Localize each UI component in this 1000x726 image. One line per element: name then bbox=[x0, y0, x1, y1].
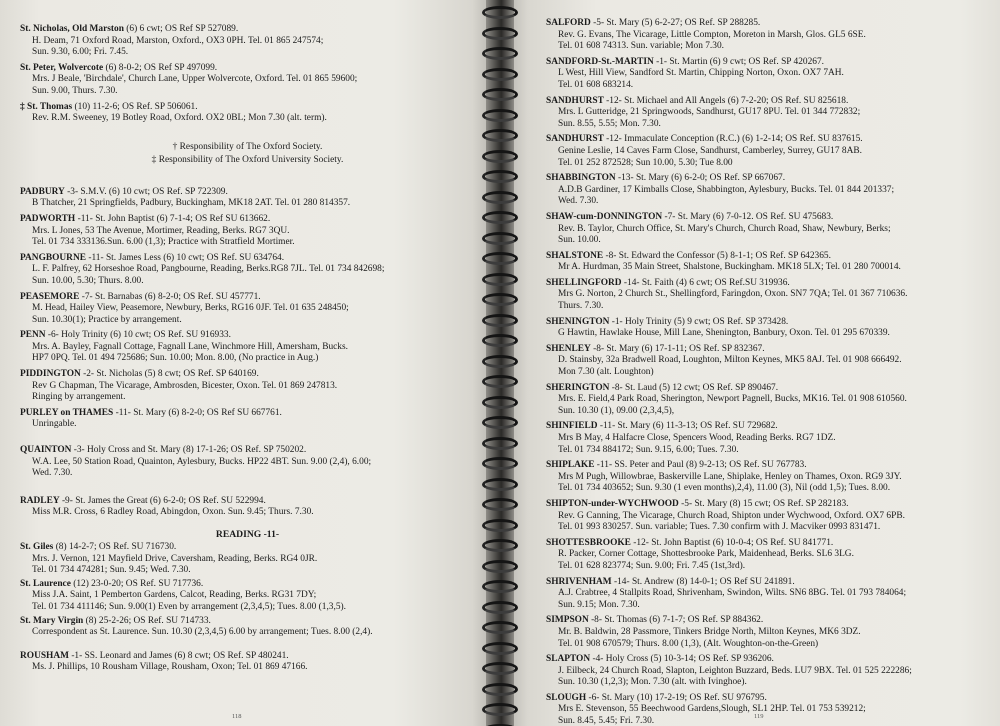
entry-heading bbox=[20, 63, 475, 75]
entry-detail-line: Miss M.R. Cross, 6 Radley Road, Abingdon, Oxon. Sun. 9.45; Thurs. 7.30. bbox=[32, 507, 314, 518]
entry-name: PADBURY bbox=[20, 186, 65, 197]
binding-ring bbox=[482, 437, 518, 450]
entry-detail-line: Sun. 9.30, 6.00; Fri. 7.45. bbox=[32, 47, 129, 58]
entry-info: (6) 6 cwt; OS Ref SP 527089. bbox=[126, 24, 239, 34]
entry-info: -6- St. Mary (10) 17-2-19; OS Ref. SU 976795. bbox=[588, 692, 767, 703]
entry-info: -8- St. Thomas (6) 7-1-7; OS Ref. SP 884362. bbox=[591, 615, 764, 626]
entry-name: QUAINTON bbox=[20, 445, 72, 456]
binding-ring bbox=[482, 478, 518, 491]
directory-entry bbox=[20, 253, 475, 288]
entry-info: -11- St. Mary (6) 8-2-0; OS Ref SU 667761. bbox=[115, 407, 282, 418]
entry-name: St. Laurence bbox=[20, 578, 71, 589]
binding-ring bbox=[482, 662, 518, 675]
entry-name: PADWORTH bbox=[20, 213, 76, 224]
entry-detail-line: Mrs. J. Vernon, 121 Mayfield Drive, Caversham, Reading, Berks. RG4 0JR. bbox=[32, 553, 318, 564]
directory-entry bbox=[546, 460, 996, 495]
entry-info: -1- SS. Leonard and James (6) 8 cwt; OS Ref. SP 480241. bbox=[71, 650, 289, 661]
entry-detail-line: Tel. 01 608 74313. Sun. variable; Mon 7.30. bbox=[558, 41, 724, 52]
binding-ring bbox=[482, 211, 518, 224]
right-page-number: 119 bbox=[754, 713, 764, 720]
entry-detail-line: Tel. 01 734 474281; Sun. 9.45; Wed. 7.30. bbox=[32, 565, 191, 576]
entry-name: PURLEY on THAMES bbox=[20, 407, 114, 418]
entry-name: SIMPSON bbox=[546, 615, 589, 626]
spacer bbox=[20, 641, 475, 651]
entry-name: SANDHURST bbox=[546, 134, 604, 145]
spacer bbox=[20, 484, 475, 496]
entry-detail-line: Mrs E. Stevenson, 55 Beechwood Gardens,Slough, SL1 2HP. Tel. 01 753 539212; bbox=[558, 704, 866, 715]
entry-info: (10) 11-2-6; OS Ref. SP 506061. bbox=[74, 101, 198, 112]
entry-detail-line: Mrs G. Norton, 2 Church St., Shellingford, Faringdon, Oxon. SN7 7QA; Tel. 01 367 710636. bbox=[558, 289, 908, 300]
directory-entry bbox=[546, 615, 996, 650]
binding-ring bbox=[482, 498, 518, 511]
binding-ring bbox=[482, 293, 518, 306]
directory-entry bbox=[20, 330, 475, 365]
entry-detail-line: Tel. 01 628 823774; Sun. 9.00; Fri. 7.45 (1st,3rd). bbox=[558, 560, 746, 571]
entry-info: -1- Holy Trinity (5) 9 cwt; OS Ref. SP 373428. bbox=[611, 316, 789, 327]
entry-heading bbox=[546, 212, 996, 224]
entry-detail-line: Miss J.A. Saint, 1 Pemberton Gardens, Calcot, Reading, Berks. RG31 7DY; bbox=[32, 590, 317, 601]
entry-heading bbox=[20, 102, 475, 114]
entry-detail-line: A.J. Crabtree, 4 Stallpits Road, Shrivenham, Swindon, Wilts. SN6 8BG. Tel. 01 793 784064; bbox=[558, 588, 907, 599]
entry-heading bbox=[546, 18, 996, 30]
binding-ring bbox=[482, 191, 518, 204]
entry-name: ROUSHAM bbox=[20, 650, 69, 661]
entry-info: -7- St. Barnabas (6) 8-2-0; OS Ref. SU 457771. bbox=[81, 291, 261, 302]
entry-detail-line: Tel. 01 734 411146; Sun. 9.00(1) Even by arrangement (2,3,4,5); Tues. 8.00 (1,3,5). bbox=[32, 601, 346, 612]
entry-info: -8- St. Mary (6) 17-1-11; OS Ref. SP 832367. bbox=[593, 343, 765, 354]
directory-entry bbox=[20, 445, 475, 480]
binding-ring bbox=[482, 560, 518, 573]
entry-heading bbox=[20, 616, 475, 628]
directory-entry bbox=[546, 278, 996, 313]
entry-heading bbox=[20, 651, 475, 663]
entry-name: St. Giles bbox=[20, 542, 54, 552]
binding-ring bbox=[482, 416, 518, 429]
binding-ring bbox=[482, 27, 518, 40]
entry-heading bbox=[546, 278, 996, 290]
entry-name: SHRIVENHAM bbox=[546, 576, 612, 587]
entry-name: RADLEY bbox=[20, 495, 60, 506]
entry-heading bbox=[20, 187, 475, 199]
entry-detail-line: Tel. 01 993 830257. Sun. variable; Tues. 7.30 confirm with J. Macviker 0993 831471. bbox=[558, 522, 881, 533]
entry-heading bbox=[546, 57, 996, 69]
entry-detail-line: Mrs M Pugh, Willowbrae, Baskerville Lane, Shiplake, Henley on Thames, Oxon. RG9 3JY. bbox=[558, 471, 902, 482]
binding-ring bbox=[482, 150, 518, 163]
directory-entry bbox=[20, 369, 475, 404]
entry-detail-line: Mr. B. Baldwin, 28 Passmore, Tinkers Bridge North, Milton Keynes, MK6 3DZ. bbox=[558, 626, 861, 637]
entry-heading bbox=[20, 542, 475, 554]
entry-detail-line: M. Head, Hailey View, Peasemore, Newbury, Berks, RG16 0JF. Tel. 01 635 248450; bbox=[32, 303, 349, 314]
left-page bbox=[0, 0, 492, 726]
entry-name: ‡ St. Thomas bbox=[20, 101, 73, 112]
entry-heading bbox=[546, 96, 996, 108]
binding-ring bbox=[482, 457, 518, 470]
binding-ring bbox=[482, 47, 518, 60]
entry-detail-line: Unringable. bbox=[32, 419, 77, 430]
binding-ring bbox=[482, 6, 518, 19]
entry-heading bbox=[546, 134, 996, 146]
entry-heading bbox=[20, 292, 475, 304]
entry-detail-line: B Thatcher, 21 Springfields, Padbury, Buckingham, MK18 2AT. Tel. 01 280 814357. bbox=[32, 198, 351, 209]
directory-entry bbox=[546, 134, 996, 169]
directory-entry bbox=[546, 383, 996, 418]
entry-detail-line: Tel. 01 608 683214. bbox=[558, 79, 634, 90]
entry-name: SLOUGH bbox=[546, 692, 587, 703]
spiral-binding bbox=[476, 0, 524, 726]
entry-info: -14- St. Andrew (8) 14-0-1; OS Ref SU 241891. bbox=[613, 576, 795, 587]
binding-ring bbox=[482, 396, 518, 409]
entry-detail-line: Mrs. A. Bayley, Fagnall Cottage, Fagnall Lane, Winchmore Hill, Amersham, Bucks. bbox=[32, 341, 348, 352]
entry-detail-line: Sun. 10.00. bbox=[558, 235, 601, 246]
entry-heading bbox=[546, 460, 996, 472]
entry-name: SHIPLAKE bbox=[546, 460, 595, 471]
entry-info: -8- St. Laud (5) 12 cwt; OS Ref. SP 890467. bbox=[611, 382, 779, 393]
entry-detail-line: Tel. 01 734 884172; Sun. 9.15, 6.00; Tues. 7.30. bbox=[558, 444, 739, 455]
directory-entry bbox=[546, 693, 996, 726]
entry-detail-line: W.A. Lee, 50 Station Road, Quainton, Aylesbury, Bucks. HP22 4BT. Sun. 9.00 (2,4), 6.00; bbox=[32, 456, 372, 467]
entry-heading bbox=[20, 408, 475, 420]
entry-name: SHENINGTON bbox=[546, 316, 610, 327]
entry-detail-line: Ringing by arrangement. bbox=[32, 392, 126, 403]
spacer bbox=[20, 173, 475, 187]
binding-ring bbox=[482, 88, 518, 101]
binding-ring bbox=[482, 273, 518, 286]
entry-detail-line: Tel. 01 908 670579; Thurs. 8.00 (1,3), (Alt. Woughton-on-the-Green) bbox=[558, 638, 819, 649]
directory-entry bbox=[20, 102, 475, 125]
entry-name: SANDFORD-St.-MARTIN bbox=[546, 56, 654, 67]
entry-detail-line: Sun. 8.45, 5.45; Fri. 7.30. bbox=[558, 716, 655, 726]
binding-ring bbox=[482, 642, 518, 655]
directory-entry bbox=[546, 421, 996, 456]
binding-ring bbox=[482, 703, 518, 716]
binding-ring bbox=[482, 355, 518, 368]
entry-detail-line: Genine Leslie, 14 Caves Farm Close, Sandhurst, Camberley, Surrey, GU17 8AB. bbox=[558, 145, 862, 156]
entry-info: (6) 8-0-2; OS Ref SP 497099. bbox=[105, 62, 218, 73]
entry-info: -7- St. Mary (6) 7-0-12. OS Ref. SU 475683. bbox=[664, 211, 834, 222]
entry-info: -4- Holy Cross (5) 10-3-14; OS Ref. SP 936206. bbox=[592, 654, 774, 665]
directory-entry bbox=[20, 24, 475, 59]
entry-info: (8) 25-2-26; OS Ref. SU 714733. bbox=[85, 615, 211, 626]
entry-detail-line: Rev. R.M. Sweeney, 19 Botley Road, Oxford. OX2 0BL; Mon 7.30 (alt. term). bbox=[32, 113, 327, 124]
entry-detail-line: Rev G Chapman, The Vicarage, Ambrosden, Bicester, Oxon. Tel. 01 869 247813. bbox=[32, 380, 338, 391]
footnote: † Responsibility of The Oxford Society. bbox=[172, 141, 323, 152]
binding-ring bbox=[482, 68, 518, 81]
entry-heading bbox=[546, 538, 996, 550]
entry-info: -1- St. Martin (6) 9 cwt; OS Ref. SP 420267. bbox=[656, 56, 824, 67]
entry-name: SHENLEY bbox=[546, 343, 591, 354]
entry-detail-line: G Hawtin, Hawlake House, Mill Lane, Shenington, Banbury, Oxon. Tel. 01 295 670339. bbox=[558, 328, 890, 339]
left-page-number: 118 bbox=[232, 713, 242, 720]
entry-name: SHAW-cum-DONNINGTON bbox=[546, 211, 663, 222]
entry-info: -8- St. Edward the Confessor (5) 8-1-1; OS Ref. SP 642365. bbox=[605, 250, 831, 261]
binding-ring bbox=[482, 519, 518, 532]
directory-entry bbox=[20, 616, 475, 639]
entry-detail-line: Mrs. J Beale, 'Birchdale', Church Lane, Upper Wolvercote, Oxford. Tel. 01 865 59600; bbox=[32, 74, 358, 85]
entry-detail-line: Correspondent as St. Laurence. Sun. 10.30 (2,3,4,5) 6.00 by arrangement; Tues. 8.00 (2,4). bbox=[32, 627, 373, 638]
entry-detail-line: HP7 0PQ. Tel. 01 494 725686; Sun. 10.00; Mon. 8.00, (No practice in Aug.) bbox=[32, 353, 319, 364]
entry-heading bbox=[20, 24, 475, 36]
entry-heading bbox=[546, 654, 996, 666]
entry-info: -5- St. Mary (5) 6-2-27; OS Ref. SP 288285. bbox=[593, 18, 761, 28]
entry-name: SANDHURST bbox=[546, 95, 604, 106]
entry-info: -12- St. John Baptist (6) 10-0-4; OS Ref. SU 841771. bbox=[633, 537, 834, 548]
entry-name: SLAPTON bbox=[546, 654, 591, 665]
entry-detail-line: Rev. B. Taylor, Church Office, St. Mary's Church, Church Road, Shaw, Newbury, Berks; bbox=[558, 223, 891, 234]
entry-heading bbox=[20, 330, 475, 342]
binding-ring bbox=[482, 252, 518, 265]
binding-ring bbox=[482, 109, 518, 122]
entry-heading bbox=[20, 579, 475, 591]
entry-info: -12- Immaculate Conception (R.C.) (6) 1-2-14; OS Ref. SU 837615. bbox=[606, 134, 863, 145]
entry-info: -11- SS. Peter and Paul (8) 9-2-13; OS Ref. SU 767783. bbox=[596, 460, 807, 471]
directory-entry bbox=[546, 499, 996, 534]
directory-entry bbox=[20, 496, 475, 519]
footnote: ‡ Responsibility of The Oxford University Society. bbox=[151, 154, 344, 165]
entry-heading bbox=[20, 369, 475, 381]
entry-detail-line: Wed. 7.30. bbox=[32, 468, 73, 479]
directory-entry bbox=[20, 408, 475, 431]
entry-name: PEASEMORE bbox=[20, 291, 80, 302]
entry-detail-line: Mrs. L Gutteridge, 21 Springwoods, Sandhurst, GU17 8PU. Tel. 01 344 772832; bbox=[558, 107, 861, 118]
binding-ring bbox=[482, 170, 518, 183]
entry-heading bbox=[546, 251, 996, 263]
entry-detail-line: Tel. 01 734 333136.Sun. 6.00 (1,3); Practice with Stratfield Mortimer. bbox=[32, 237, 295, 248]
entry-name: SHOTTESBROOKE bbox=[546, 537, 631, 548]
entry-info: -3- S.M.V. (6) 10 cwt; OS Ref. SP 722309. bbox=[67, 186, 228, 197]
entry-info: (12) 23-0-20; OS Ref. SU 717736. bbox=[73, 578, 204, 589]
entry-name: PIDDINGTON bbox=[20, 369, 81, 380]
entry-detail-line: Mon 7.30 (alt. Loughton) bbox=[558, 367, 654, 378]
directory-entry bbox=[20, 292, 475, 327]
entry-info: -11- St. Mary (6) 11-3-13; OS Ref. SU 729682. bbox=[599, 421, 778, 432]
entry-info: -12- St. Michael and All Angels (6) 7-2-20; OS Ref. SU 825618. bbox=[606, 95, 849, 106]
binding-ring bbox=[482, 539, 518, 552]
entry-detail-line: Mrs. E. Field,4 Park Road, Sherington, Newport Pagnell, Bucks, MK16. Tel. 01 908 610560. bbox=[558, 394, 907, 405]
entry-detail-line: A.D.B Gardiner, 17 Kimballs Close, Shabbington, Aylesbury, Bucks. Tel. 01 844 201337; bbox=[558, 184, 895, 195]
entry-heading bbox=[20, 214, 475, 226]
entry-detail-line: Sun. 9.00, Thurs. 7.30. bbox=[32, 85, 118, 96]
entry-detail-line: Sun. 10.00, 5.30; Thurs. 8.00. bbox=[32, 275, 144, 286]
entry-detail-line: Sun. 10.30 (1,2,3); Mon. 7.30 (alt. with Ivinghoe). bbox=[558, 677, 747, 688]
entry-name: SHALSTONE bbox=[546, 250, 604, 261]
spacer bbox=[20, 129, 475, 137]
spacer bbox=[20, 435, 475, 445]
entry-name: St. Mary Virgin bbox=[20, 615, 84, 626]
entry-detail-line: Thurs. 7.30. bbox=[558, 301, 604, 312]
entry-name: PANGBOURNE bbox=[20, 252, 86, 263]
binding-ring bbox=[482, 375, 518, 388]
directory-entry bbox=[20, 542, 475, 577]
directory-entry bbox=[546, 577, 996, 612]
directory-entry bbox=[546, 538, 996, 573]
directory-entry bbox=[546, 654, 996, 689]
footnotes bbox=[20, 141, 475, 167]
binding-ring bbox=[482, 314, 518, 327]
entry-info: -11- St. John Baptist (6) 7-1-4; OS Ref SU 613662. bbox=[77, 213, 271, 224]
entry-heading bbox=[546, 693, 996, 705]
entry-info: -3- Holy Cross and St. Mary (8) 17-1-26; OS Ref. SP 750202. bbox=[73, 445, 307, 456]
directory-entry bbox=[546, 317, 996, 340]
entry-detail-line: D. Stainsby, 32a Bradwell Road, Loughton, Milton Keynes, MK5 8AJ. Tel. 01 908 666492. bbox=[558, 355, 902, 366]
entry-name: SHINFIELD bbox=[546, 421, 598, 432]
entry-heading bbox=[20, 496, 475, 508]
entry-name: St. Nicholas, Old Marston bbox=[20, 24, 124, 34]
entry-name: SHELLINGFORD bbox=[546, 277, 622, 288]
entry-detail-line: Sun. 8.55, 5.55; Mon. 7.30. bbox=[558, 118, 661, 129]
entry-detail-line: Rev. G. Evans, The Vicarage, Little Compton, Moreton in Marsh, Glos. GL5 6SE. bbox=[558, 29, 866, 40]
entry-info: -6- Holy Trinity (6) 10 cwt; OS Ref. SU 916933. bbox=[47, 330, 231, 341]
entry-info: -13- St. Mary (6) 6-2-0; OS Ref. SP 667067. bbox=[617, 173, 786, 184]
entry-detail-line: Wed. 7.30. bbox=[558, 196, 599, 207]
binding-ring bbox=[482, 621, 518, 634]
entry-name: PENN bbox=[20, 330, 46, 341]
entry-detail-line: L. F. Palfrey, 62 Horseshoe Road, Pangbourne, Reading, Berks.RG8 7JL. Tel. 01 734 842698; bbox=[32, 264, 385, 275]
entry-detail-line: H. Deam, 71 Oxford Road, Marston, Oxford., OX3 0PH. Tel. 01 865 247574; bbox=[32, 35, 324, 46]
binding-ring bbox=[482, 129, 518, 142]
entry-info: -11- St. James Less (6) 10 cwt; OS Ref. SU 634764. bbox=[88, 252, 285, 263]
directory-entry bbox=[546, 96, 996, 131]
entry-info: -14- St. Faith (4) 6 cwt; OS Ref.SU 319936. bbox=[623, 277, 790, 288]
entry-info: -5- St. Mary (8) 15 cwt; OS Ref. SP 282183. bbox=[681, 498, 849, 509]
entry-detail-line: Mr A. Hurdman, 35 Main Street, Shalstone, Buckingham. MK18 5LX; Tel. 01 280 700014. bbox=[558, 262, 901, 273]
entry-detail-line: Sun. 9.15; Mon. 7.30. bbox=[558, 599, 640, 610]
directory-entry bbox=[546, 173, 996, 208]
entry-name: SALFORD bbox=[546, 18, 591, 28]
directory-entry bbox=[546, 344, 996, 379]
directory-entry bbox=[546, 251, 996, 274]
reading-section-title: READING -11- bbox=[215, 529, 280, 540]
entry-heading bbox=[546, 317, 996, 329]
entry-detail-line: Sun. 10.30(1); Practice by arrangement. bbox=[32, 314, 182, 325]
binding-ring bbox=[482, 683, 518, 696]
entry-detail-line: Mrs B May, 4 Halfacre Close, Spencers Wood, Reading Berks. RG7 1DZ. bbox=[558, 433, 836, 443]
entry-detail-line: Tel. 01 734 403652; Sun. 9.30 (1 even months),2,4), 11.00 (3), Nil (odd 1,5); Tues. 8.00. bbox=[558, 483, 891, 494]
entry-detail-line: Ms. J. Phillips, 10 Rousham Village, Rousham, Oxon; Tel. 01 869 47166. bbox=[32, 662, 308, 673]
directory-entry bbox=[546, 212, 996, 247]
entry-name: SHABBINGTON bbox=[546, 173, 616, 184]
binding-ring bbox=[482, 580, 518, 593]
right-page bbox=[508, 0, 1000, 726]
entry-detail-line: Sun. 10.30 (1), 09.00 (2,3,4,5), bbox=[558, 405, 675, 416]
entry-detail-line: J. Eilbeck, 24 Church Road, Slapton, Leighton Buzzard, Beds. LU7 9BX. Tel. 01 525 222286; bbox=[558, 665, 912, 676]
entry-heading bbox=[546, 421, 996, 433]
directory-entry bbox=[20, 214, 475, 249]
directory-entry bbox=[20, 651, 475, 674]
entry-info: -2- St. Nicholas (5) 8 cwt; OS Ref. SP 640169. bbox=[83, 369, 259, 380]
entry-heading bbox=[546, 383, 996, 395]
directory-entry bbox=[20, 63, 475, 98]
entry-detail-line: L West, Hill View, Sandford St. Martin, Chipping Norton, Oxon. OX7 7AH. bbox=[558, 68, 844, 79]
entry-detail-line: Rev. G Canning, The Vicarage, Church Road, Shipton under Wychwood, Oxford. OX7 6PB. bbox=[558, 510, 905, 521]
entry-heading bbox=[546, 344, 996, 356]
entry-name: St. Peter, Wolvercote bbox=[20, 62, 104, 73]
entry-heading bbox=[546, 615, 996, 627]
entry-heading bbox=[546, 577, 996, 589]
directory-entry bbox=[20, 187, 475, 210]
entry-heading bbox=[20, 253, 475, 265]
binding-ring bbox=[482, 232, 518, 245]
entry-info: -9- St. James the Great (6) 6-2-0; OS Ref. SU 522994. bbox=[61, 495, 266, 506]
binding-ring bbox=[482, 334, 518, 347]
entry-heading bbox=[546, 499, 996, 511]
directory-entry bbox=[20, 579, 475, 614]
entry-heading bbox=[546, 173, 996, 185]
entry-detail-line: Tel. 01 252 872528; Sun 10.00, 5.30; Tue 8.00 bbox=[558, 157, 733, 168]
directory-entry bbox=[546, 57, 996, 92]
entry-detail-line: R. Packer, Corner Cottage, Shottesbrooke Park, Maidenhead, Berks. SL6 3LG. bbox=[558, 549, 854, 560]
entry-detail-line: Mrs. L Jones, 53 The Avenue, Mortimer, Reading, Berks. RG7 3QU. bbox=[32, 225, 290, 236]
entry-info: (8) 14-2-7; OS Ref. SU 716730. bbox=[55, 542, 177, 552]
directory-entry bbox=[546, 18, 996, 53]
entry-heading bbox=[20, 445, 475, 457]
right-page-column bbox=[546, 0, 996, 726]
binding-ring bbox=[482, 601, 518, 614]
entry-name: SHIPTON-under-WYCHWOOD bbox=[546, 498, 679, 509]
entry-name: SHERINGTON bbox=[546, 382, 610, 393]
left-page-column bbox=[20, 0, 475, 678]
